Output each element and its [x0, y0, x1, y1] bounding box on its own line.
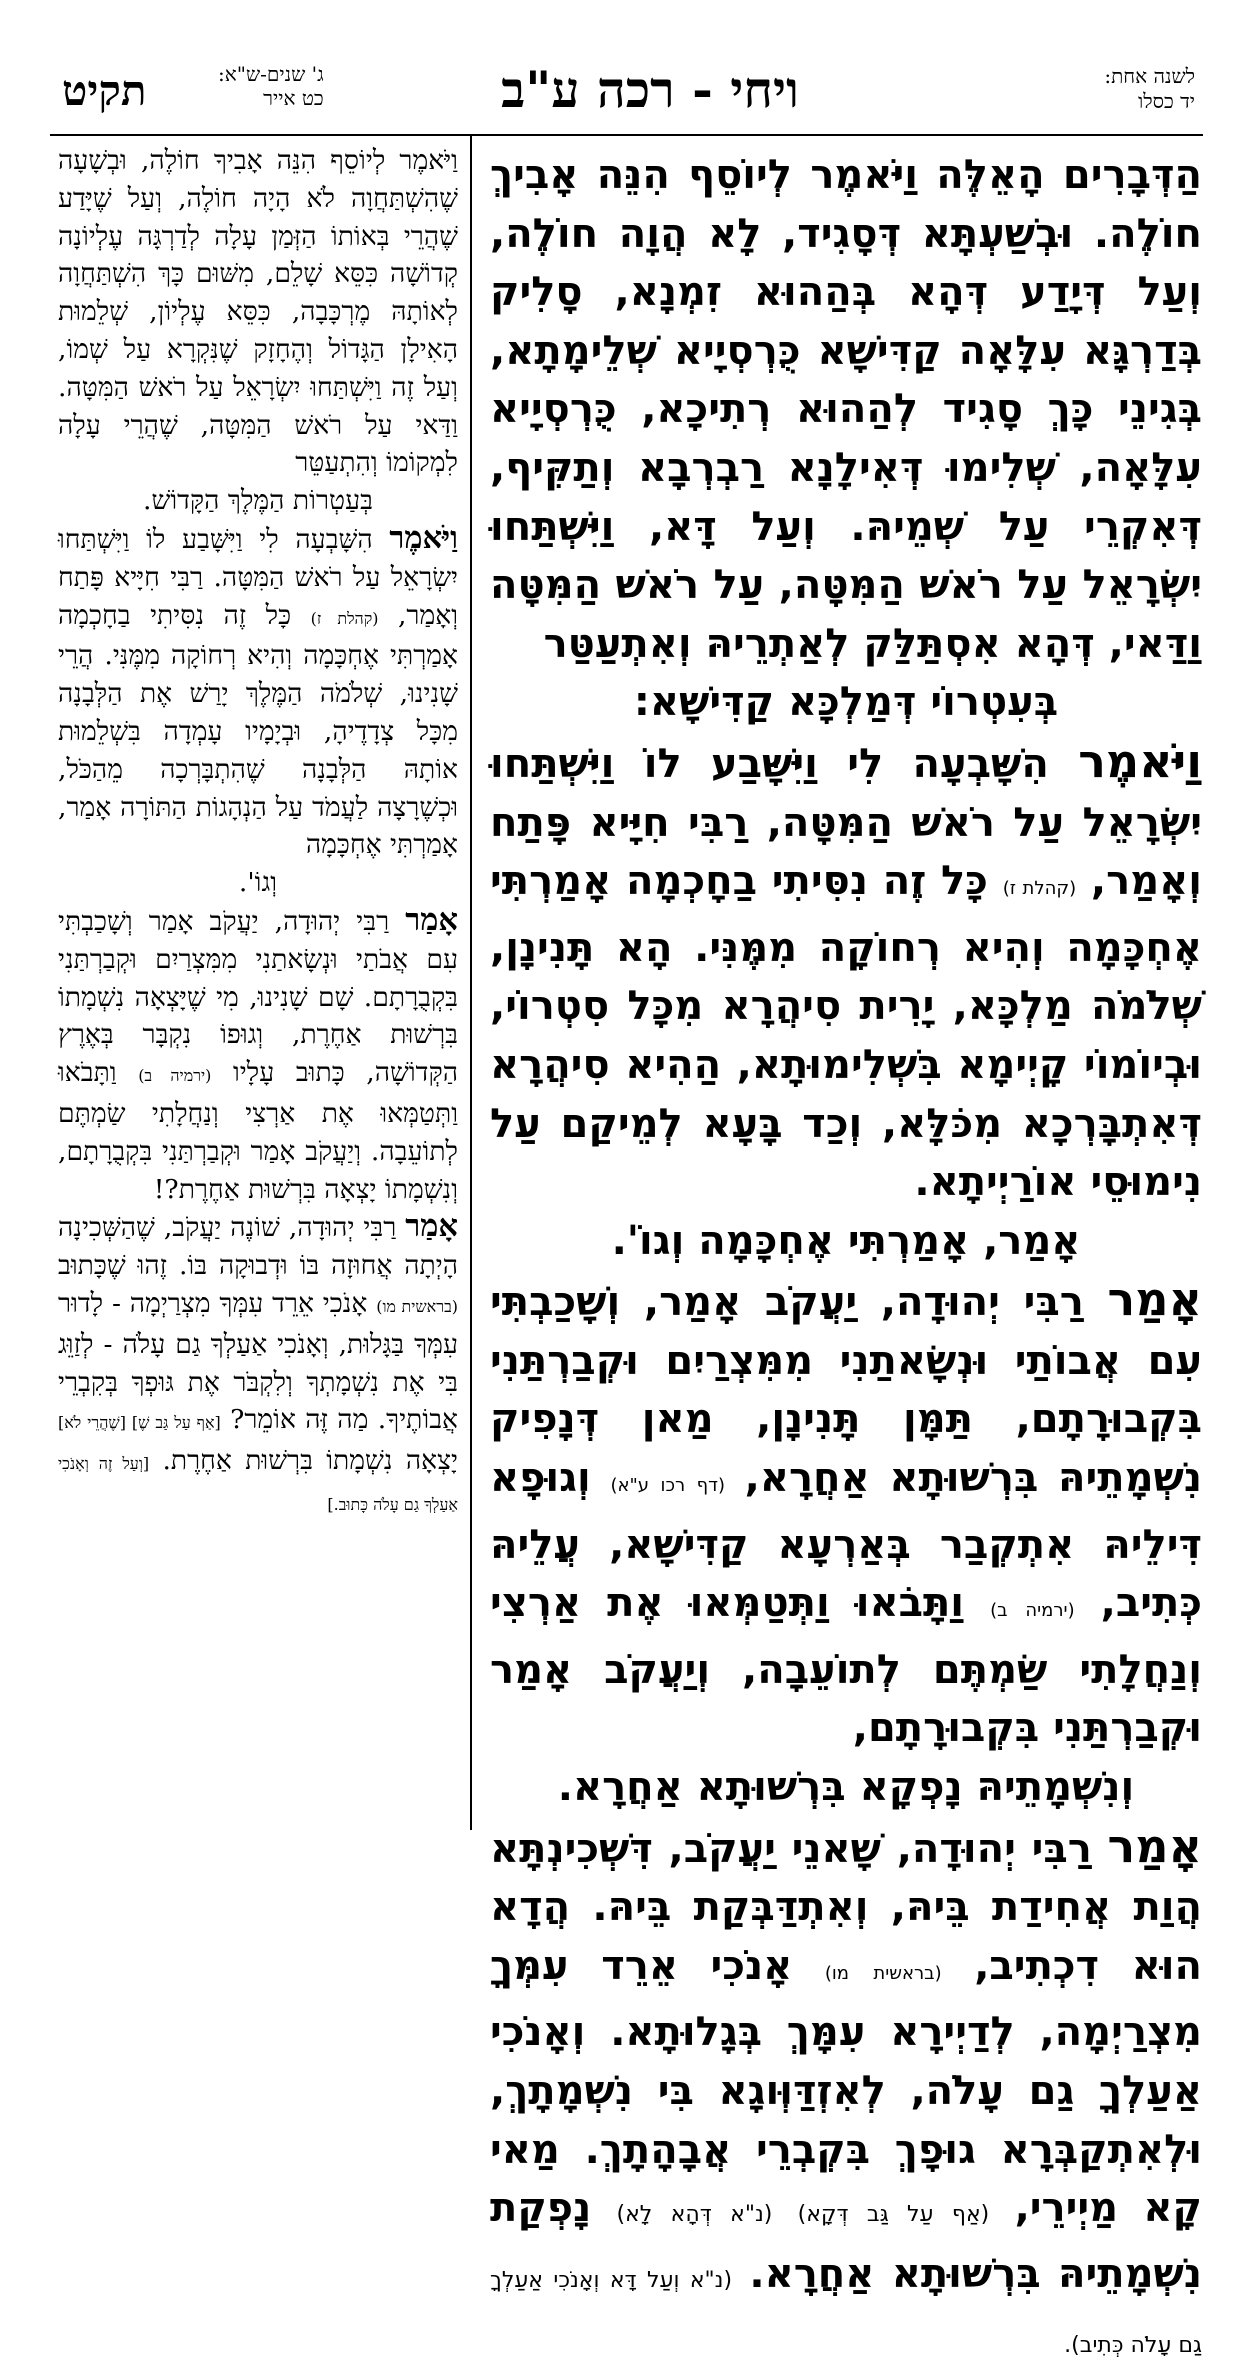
paragraph-text: רַבִּי יְהוּדָה, יַעֲקֹב אָמַר, וְשָׁכַבְתִּי עִם אֲבוֹתַי וּנְשָׂאתַנִי מִמִּצְרַיִם וּקְבַרְתַּנִי בִּקְבוּרָתָם, תַּמָּן תָּנִינָן, מַאן דְּנָפִיק נִשְׁמָתֵיהּ בִּרְשׁוּתָא אַחֲרָא,	[490, 1279, 1202, 1502]
paragraph-end: בְּעִטְרוֹי דְּמַלְכָּא קַדִּישָׁא:	[633, 679, 1059, 726]
volume-label: ג' שנים-ש"א:	[218, 62, 324, 86]
paragraph-end: וְנִשְׁמָתֵיהּ נָפְקָא בִּרְשׁוּתָא אַחֲרָא.	[557, 1764, 1135, 1811]
paragraph-text: הַדְּבָרִים הָאֵלֶּה וַיֹּאמֶר לְיוֹסֵף הִנֵּה אָבִיךְ חוֹלֶה. וּבְשַׁעְתָּא דְּסָגִיד, לָא הֲוָה חוֹלֶה, וְעַל דְּיָדַע דְּהָא בְּהַהוּא זִמְנָא, סָלִיק בְּדַרְגָּא עִלָּאָה קַדִּישָׁא כֻּרְסְיָיא שְׁלֵימָתָא, בְּגִינֵי כָּךְ סָגִיד לְהַהוּא רְתִיכָא, כֻּרְסְיָיא עִלָּאָה, שְׁלִימוּ דְּאִילָנָא רַבְרְבָא וְתַקִּיף, דְּאִקְרֵי עַל שְׁמֵיהּ. וְעַל דָּא, וַיִּשְׁתַּחוּ יִשְׂרָאֵל עַל רֹאשׁ הַמִּטָּה, עַל רֹאשׁ הַמִּטָּה וַדַּאי, דְּהָא אִסְתַּלַּק לְאַתְרֵיהּ וְאִתְעַטַּר	[490, 152, 1202, 667]
paragraph	[58, 142, 458, 482]
header-divider	[50, 134, 1203, 136]
opening-word: וַיֹּאמֶר	[1078, 733, 1202, 788]
opening-word: אָמַר	[405, 1208, 458, 1245]
paragraph-text: אָנֹכִי אֵרֵד עִמְּךָ מִצְרַיְמָה, לְדַיְירָא עִמָּךְ בְּגָלוּתָא. וְאָנֹכִי אַעַלְךָ גַם עָלֹה, לְאִזְדַּוְּוגָא בִּי נִשְׁמָתָךְ, וּלְאִתְקַבְּרָא גוּפָךְ בִּקְבְרֵי אֲבָהָתָךְ. מַאי קָא מַיְירֵי,	[490, 1942, 1202, 2232]
paragraph-end: וְגוֹ'.	[238, 867, 278, 899]
paragraph	[58, 902, 458, 1208]
paragraph-text: וַיֹּאמֶר לְיוֹסֵף הִנֵּה אָבִיךָ חוֹלֶה, וּבְשָׁעָה שֶׁהִשְׁתַּחֲוָה לֹא הָיָה חוֹלֶה, וְעַל שֶׁיָּדַע שֶׁהֲרֵי בְּאוֹתוֹ הַזְּמַן עָלָה לְדַרְגָּה עֶלְיוֹנָה קְדוֹשָׁה כִּסֵּא שָׁלֵם, מִשּׁוּם כָּךְ הִשְׁתַּחֲוָה לְאוֹתָהּ מֶרְכָּבָה, כִּסֵּא עֶלְיוֹן, שְׁלֵמוּת הָאִילָן הַגָּדוֹל וְהֶחָזָק שֶׁנִּקְרָא עַל שְׁמוֹ, וְעַל זֶה וַיִּשְׁתַּחוּ יִשְׂרָאֵל עַל רֹאשׁ הַמִּטָּה. וַדַּאי עַל רֹאשׁ הַמִּטָּה, שֶׁהֲרֵי עָלָה לִמְקוֹמוֹ וְהִתְעַטֵּר	[58, 145, 458, 479]
source-reference: (ירמיה ב)	[990, 1600, 1075, 1622]
paragraph-text: וְגוּפָא דִּילֵיהּ אִתְקְבַר בְּאַרְעָא קַדִּישָׁא, עֲלֵיהּ כְּתִיב,	[490, 1455, 1202, 1627]
paragraph-text: כָּל זֶה נִסִּיתִי בַחָכְמָה אָמַרְתִּי אֶחְכָּמָה וְהִיא רְחוֹקָה מִמֶּנִּי. הָא תָּנִינָן, שְׁלֹמֹה מַלְכָּא, יָרִית סִיהֲרָא מִכָּל סִטְרוֹי, וּבְיוֹמוֹי קָיְימָא בִּשְׁלִימוּתָא, הַהִיא סִיהֲרָא דְּאִתְבָּרְכָא מִכֹּלָּא, וְכַד בָּעָא לְמֵיקַם עַל נִימוּסֵי אוֹרַיְיתָא.	[490, 858, 1202, 1206]
opening-word: אָמַר	[405, 901, 458, 938]
paragraph-text: אָנֹכִי אֵרֵד עִמְּךָ מִצְרַיְמָה - לָדוּר עִמְּךָ בַּגָּלוּת, וְאָנֹכִי אַעַלְךָ גַם עָלֹה - לְזַוֵּג בִּי אֶת נִשְׁמָתְךָ וְלִקְבֹּר אֶת גּוּפְךָ בְּקִבְרֵי אֲבוֹתֶיךָ. מַה זֶּה אוֹמֵר?	[58, 1287, 458, 1436]
paragraph-text: רַבִּי יְהוּדָה, שָׁאנֵי יַעֲקֹב, דִּשְׁכִינְתָּא הֲוַת אֲחִידַת בֵּיהּ, וְאִתְדַּבְּקַת בֵּיהּ. הֲדָא הוּא דִכְתִיב,	[490, 1825, 1202, 1989]
paragraph-text: כָּל זֶה נִסִּיתִי בַחָכְמָה אָמַרְתִּי אֶחְכָּמָה וְהִיא רְחוֹקָה מִמֶּנִּי. הֲרֵי שָׁנִינוּ, שְׁלֹמֹה הַמֶּלֶךְ יָרַשׁ אֶת הַלְּבָנָה מִכָּל צְדָדֶיהָ, וּבְיָמָיו עָמְדָה בִּשְׁלֵמוּת אוֹתָהּ הַלְּבָנָה שֶׁהִתְבָּרְכָה מֵהַכֹּל, וּכְשֶׁרָצָה לַעֲמֹד עַל הַנְהָגוֹת הַתּוֹרָה אָמַר, אָמַרְתִּי אֶחְכָּמָה	[58, 599, 458, 861]
paragraph	[490, 732, 1202, 1212]
paragraph-text: נָפְקַת נִשְׁמָתֵיהּ בִּרְשׁוּתָא אַחֲרָא.	[490, 2185, 1203, 2297]
paragraph-text: הִשָּׁבְעָה לִי וַיִּשָּׁבַע לוֹ וַיִּשְׁתַּחוּ יִשְׂרָאֵל עַל רֹאשׁ הַמִּטָּה. רַבִּי חִיָּיא פָּתַח וְאָמַר,	[58, 523, 458, 631]
date-right: יד כסלו	[1138, 89, 1195, 113]
paragraph-text: הִשָּׁבְעָה לִי וַיִּשָּׁבַע לוֹ וַיִּשְׁתַּחוּ יִשְׂרָאֵל עַל רֹאשׁ הַמִּטָּה, רַבִּי חִיָּיא פָּתַח וְאָמַר,	[490, 740, 1202, 905]
volume-info	[218, 62, 324, 110]
variant-note: (אַף עַל גַּב דְּקָא)	[797, 2202, 990, 2228]
paragraph	[490, 1270, 1202, 1758]
paragraph-end: בְּעַטְרוֹת הַמֶּלֶךְ הַקָּדוֹשׁ.	[143, 485, 373, 517]
paragraph-text: יָצְאָה נִשְׁמָתוֹ בִּרְשׁוּת אַחֶרֶת.	[149, 1445, 458, 1477]
opening-word: וַיֹּאמֶר	[389, 519, 458, 556]
variant-note: [אַף עַל גַּב שֶׁ] [שֶׁהֲרֵי לֹא]	[58, 1413, 221, 1433]
variant-note: [וְעַל זֶה וְאָנֹכִי אַעַלְךָ גַם עָלֹה כָּתוּב.]	[58, 1454, 458, 1514]
variant-note: (נ"א דְּהָא לָא)	[616, 2202, 773, 2228]
source-reference: (בראשית מו)	[376, 1296, 458, 1316]
schedule-label: לשנה אחת:	[1104, 64, 1195, 88]
paragraph	[490, 146, 1202, 673]
aramaic-column	[490, 146, 1202, 2376]
date-left: כט אייר	[263, 86, 324, 110]
source-reference: (ירמיה ב)	[138, 1066, 212, 1086]
paragraph-text: וַתָּבֹאוּ וַתְּטַמְּאוּ אֶת אַרְצִי וְנַחֲלָתִי שַׂמְתֶּם לְתוֹעֵבָה. וְיַעֲקֹב אָמַר וּקְבַרְתַּנִי בִּקְבֻרָתָם, וְנִשְׁמָתוֹ יָצְאָה בִּרְשׁוּת אַחֶרֶת?!	[58, 1057, 458, 1205]
paragraph-text: וַתָּבֹאוּ וַתְּטַמְּאוּ אֶת אַרְצִי וְנַחֲלָתִי שַׂמְתֶּם לְתוֹעֵבָה, וְיַעֲקֹב אָמַר וּקְבַרְתַּנִי בִּקְבוּרָתָם,	[490, 1580, 1202, 1752]
page-title: ויחי - רכה ע"ב	[501, 60, 799, 119]
paragraph-text: רַבִּי יְהוּדָה, שׁוֹנֶה יַעֲקֹב, שֶׁהַשְּׁכִינָה הָיְתָה אֲחוּזָה בּוֹ וּדְבוּקָה בּוֹ. זֶהוּ שֶׁכָּתוּב	[58, 1212, 458, 1282]
schedule-info	[1104, 64, 1195, 114]
source-reference: (קהלת ז)	[1002, 878, 1077, 900]
page-header	[0, 0, 1253, 119]
source-reference: (בראשית מו)	[824, 1962, 942, 1984]
paragraph-text: רַבִּי יְהוּדָה, יַעֲקֹב אָמַר וְשָׁכַבְתִּי עִם אֲבֹתַי וּנְשָׂאתַנִי מִמִּצְרַיִם וּקְבַרְתַּנִי בִּקְבֻרָתָם. שָׁם שָׁנִינוּ, מִי שֶׁיָּצְאָה נִשְׁמָתוֹ בִּרְשׁוּת אַחֶרֶת, וְגוּפוֹ נִקְבָּר בְּאֶרֶץ הַקְּדוֹשָׁה, כָּתוּב עָלָיו	[58, 905, 458, 1089]
page-number: תקיט	[62, 66, 147, 115]
paragraph	[490, 1817, 1202, 2376]
column-divider	[470, 134, 472, 1830]
paragraph-end: אָמַר, אָמַרְתִּי אֶחְכָּמָה וְגוֹ'.	[611, 1217, 1081, 1264]
translation-column	[58, 142, 458, 1524]
opening-word: אָמַר	[1107, 1818, 1202, 1873]
source-reference: (דף רכו ע"א)	[610, 1475, 725, 1497]
paragraph	[58, 520, 458, 864]
paragraph	[58, 1208, 458, 1523]
opening-word: אָמַר	[1107, 1272, 1202, 1327]
variant-note: (נ"א וְעַל דָּא וְאָנֹכִי אַעַלְךָ גַם עָלֹה כְּתִיב).	[490, 2267, 1202, 2359]
source-reference: (קהלת ז)	[310, 608, 379, 628]
